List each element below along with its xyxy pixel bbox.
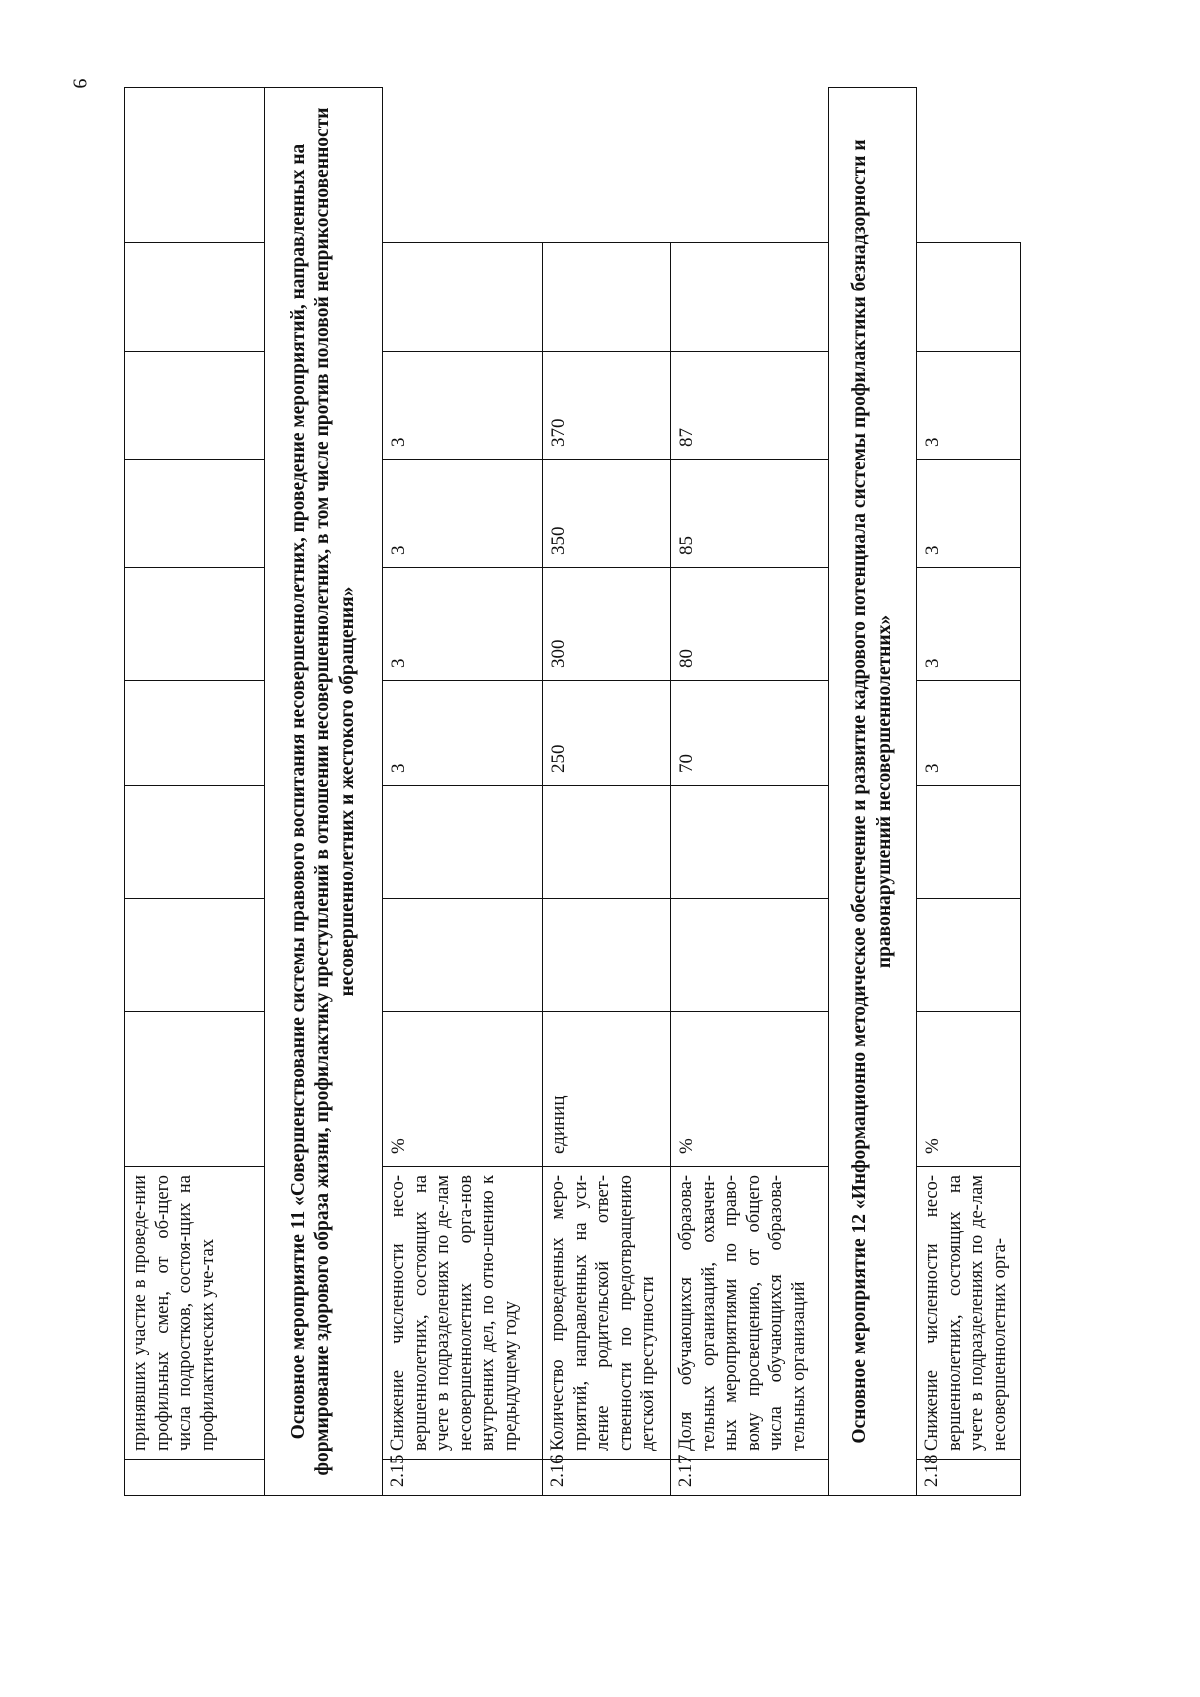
row-value xyxy=(383,243,543,352)
row-number: 2.16 xyxy=(543,1460,671,1496)
row-value: 3 xyxy=(917,568,1021,681)
row-value xyxy=(671,899,829,1012)
row-value: 300 xyxy=(543,568,671,681)
section-heading: Основное мероприятие 11 «Совершенствование системы правового воспитания несовершеннолетних, проведение мероприятий, направленных на формирование здорового образа жизни, профилактику преступлений в отношении несовершеннолетних, в том числе против половой неприкосновенности несовершеннолетних и жестокого обращения» xyxy=(265,88,383,1496)
row-value xyxy=(543,786,671,899)
table-row xyxy=(543,88,671,1496)
cell-value xyxy=(125,786,265,899)
cell-num xyxy=(125,1460,265,1496)
row-value: 370 xyxy=(543,352,671,460)
section-heading: Основное мероприятие 12 «Информационно методическое обеспечение и развитие кадрового потенциала системы профилактики безнадзорности и правонарушений несовершеннолетних» xyxy=(829,88,917,1496)
table-body xyxy=(125,88,1021,1496)
cell-indicator: принявших участие в проведе-нии профильных смен, от об-щего числа подростков, состоя-щих на профилактических уче-тах xyxy=(125,1167,265,1460)
cell-unit xyxy=(125,1012,265,1167)
section-heading-row xyxy=(265,88,383,1496)
row-indicator: Снижение численности несо-вершеннолетних, состоящих на учете в подразделениях по де-лам несовершеннолетних орга- xyxy=(917,1167,1021,1460)
row-value: 3 xyxy=(383,352,543,460)
cell-value xyxy=(125,88,265,243)
cell-value xyxy=(125,460,265,568)
row-value: 3 xyxy=(917,460,1021,568)
row-value: 3 xyxy=(917,681,1021,786)
row-indicator: Доля обучающихся образова-тельных организаций, охвачен-ных мероприятиями по право-вому просвещению, от общего числа обучающихся образова-тельных организаций xyxy=(671,1167,829,1460)
cell-value xyxy=(125,899,265,1012)
row-number: 2.15 xyxy=(383,1460,543,1496)
row-value: 3 xyxy=(383,460,543,568)
section-heading-row xyxy=(829,88,917,1496)
row-value xyxy=(383,899,543,1012)
table-row xyxy=(383,88,543,1496)
row-value xyxy=(917,786,1021,899)
cell-value xyxy=(125,243,265,352)
row-unit: % xyxy=(383,1012,543,1167)
row-value: 87 xyxy=(671,352,829,460)
row-value: 70 xyxy=(671,681,829,786)
cell-value xyxy=(125,681,265,786)
row-unit: % xyxy=(917,1012,1021,1167)
row-value xyxy=(383,786,543,899)
row-value xyxy=(917,899,1021,1012)
row-value: 3 xyxy=(383,568,543,681)
row-value xyxy=(671,243,829,352)
indicators-table xyxy=(124,87,1021,1496)
row-indicator: Снижение численности несо-вершеннолетних, состоящих на учете в подразделениях по де-лам несовершеннолетних орга-нов внутренних дел, по отно-шению к предыдущему году xyxy=(383,1167,543,1460)
row-indicator: Количество проведенных меро-приятий, направленных на уси-ление родительской ответ-ственности по предотвращению детской преступности xyxy=(543,1167,671,1460)
rotated-table-page xyxy=(124,88,1084,1496)
row-value: 80 xyxy=(671,568,829,681)
row-value: 250 xyxy=(543,681,671,786)
row-number: 2.18 xyxy=(917,1460,1021,1496)
page-number: 9 xyxy=(68,78,91,89)
continuation-row xyxy=(125,88,265,1496)
row-unit: % xyxy=(671,1012,829,1167)
row-value xyxy=(543,899,671,1012)
row-value xyxy=(543,243,671,352)
row-value xyxy=(671,786,829,899)
cell-value xyxy=(125,568,265,681)
row-value: 350 xyxy=(543,460,671,568)
row-number: 2.17 xyxy=(671,1460,829,1496)
row-value: 85 xyxy=(671,460,829,568)
row-value xyxy=(917,243,1021,352)
cell-value xyxy=(125,352,265,460)
row-value: 3 xyxy=(383,681,543,786)
row-unit: единиц xyxy=(543,1012,671,1167)
row-value: 3 xyxy=(917,352,1021,460)
table-row xyxy=(671,88,829,1496)
table-row xyxy=(917,88,1021,1496)
